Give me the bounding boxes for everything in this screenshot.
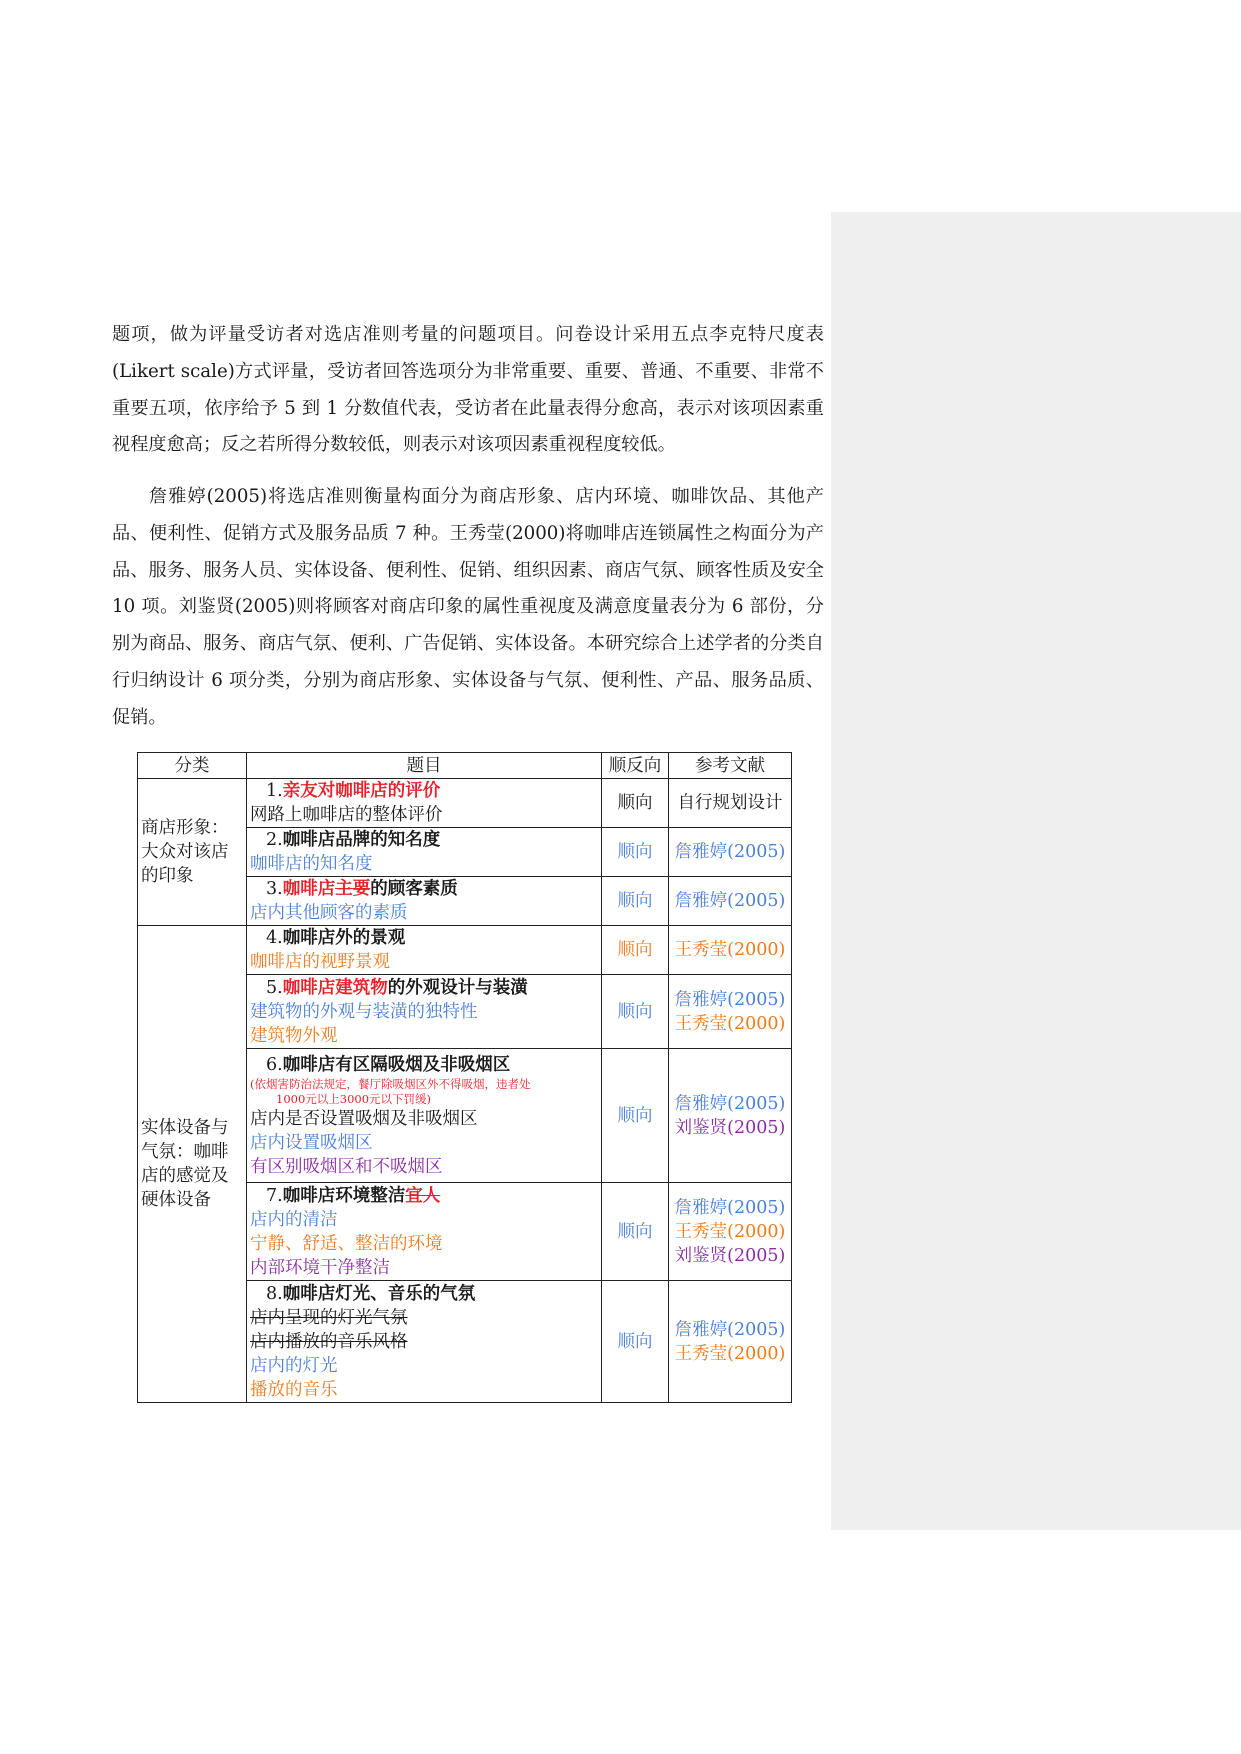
category-cell: 商店形象：大众对该店的印象 bbox=[138, 779, 247, 926]
direction-cell: 顺向 bbox=[602, 877, 669, 926]
header-direction: 顺反向 bbox=[602, 753, 669, 779]
table-header-row bbox=[138, 753, 792, 779]
reference-cell: 詹雅婷(2005) 王秀莹(2000) bbox=[669, 975, 792, 1049]
item-cell: 4.咖啡店外的景观 咖啡店的视野景观 bbox=[247, 926, 602, 975]
item-title: 6.咖啡店有区隔吸烟及非吸烟区 bbox=[266, 1054, 511, 1075]
item-title: 7.咖啡店环境整洁宜人 bbox=[266, 1185, 441, 1206]
table-row bbox=[138, 926, 792, 975]
header-item: 题目 bbox=[247, 753, 602, 779]
item-title: 1.亲友对咖啡店的评价 bbox=[266, 781, 441, 801]
category-cell: 实体设备与气氛：咖啡店的感觉及硬体设备 bbox=[138, 926, 247, 1403]
direction-cell: 顺向 bbox=[602, 1183, 669, 1281]
regulation-note: 1000元以上3000元以下罚缓) bbox=[276, 1091, 432, 1106]
direction-cell: 顺向 bbox=[602, 828, 669, 877]
reference-cell: 詹雅婷(2005) 王秀莹(2000) 刘鉴贤(2005) bbox=[669, 1183, 792, 1281]
direction-cell: 顺向 bbox=[602, 975, 669, 1049]
survey-items-table bbox=[137, 752, 792, 1403]
item-title: 8.咖啡店灯光、音乐的气氛 bbox=[266, 1283, 476, 1304]
direction-cell: 顺向 bbox=[602, 1281, 669, 1403]
reference-cell: 詹雅婷(2005) 王秀莹(2000) bbox=[669, 1281, 792, 1403]
item-cell: 8.咖啡店灯光、音乐的气氛 店内呈现的灯光气氛 店内播放的音乐风格 店内的灯光 播放的音乐 bbox=[247, 1281, 602, 1403]
item-cell: 6.咖啡店有区隔吸烟及非吸烟区 (依烟害防治法规定，餐厅除吸烟区外不得吸烟，违者处 1000元以上3000元以下罚缓) 店内是否设置吸烟及非吸烟区 店内设置吸烟区 有区别吸烟区和不吸烟区 bbox=[247, 1049, 602, 1183]
item-title: 5.咖啡店建筑物的外观设计与装潢 bbox=[266, 977, 528, 998]
comment-margin-panel bbox=[831, 212, 1241, 1530]
direction-cell: 顺向 bbox=[602, 779, 669, 828]
header-category: 分类 bbox=[138, 753, 247, 779]
reference-cell: 詹雅婷(2005) bbox=[669, 828, 792, 877]
regulation-note: (依烟害防治法规定，餐厅除吸烟区外不得吸烟，违者处 bbox=[250, 1076, 531, 1091]
item-cell: 2.咖啡店品牌的知名度 咖啡店的知名度 bbox=[247, 828, 602, 877]
header-reference: 参考文献 bbox=[669, 753, 792, 779]
direction-cell: 顺向 bbox=[602, 926, 669, 975]
body-paragraph-2: 詹雅婷(2005)将选店准则衡量构面分为商店形象、店内环境、咖啡饮品、其他产品、便利性、促销方式及服务品质 7 种。王秀莹(2000)将咖啡店连锁属性之构面分为产品、服务、服务人员、实体设备、便利性、促销、组织因素、商店气氛、顾客性质及安全 10 项。刘鉴贤(2005)则将顾客对商店印象的属性重视度及满意度量表分为 6 部份，分别为商品、服务、商店气氛、便利、广告促销、实体设备。本研究综合上述学者的分类自行归纳设计 6 项分类，分别为商店形象、实体设备与气氛、便利性、产品、服务品质、促销。 bbox=[112, 486, 824, 728]
item-cell: 5.咖啡店建筑物的外观设计与装潢 建筑物的外观与装潢的独特性 建筑物外观 bbox=[247, 975, 602, 1049]
table-row bbox=[138, 779, 792, 828]
item-cell: 3.咖啡店主要的顾客素质 店内其他顾客的素质 bbox=[247, 877, 602, 926]
item-title: 4.咖啡店外的景观 bbox=[266, 928, 406, 948]
item-cell: 7.咖啡店环境整洁宜人 店内的清洁 宁静、舒适、整洁的环境 内部环境干净整洁 bbox=[247, 1183, 602, 1281]
reference-cell: 詹雅婷(2005) bbox=[669, 877, 792, 926]
item-title: 2.咖啡店品牌的知名度 bbox=[266, 830, 441, 850]
reference-cell: 自行规划设计 bbox=[669, 779, 792, 828]
reference-cell: 王秀莹(2000) bbox=[669, 926, 792, 975]
item-title: 3.咖啡店主要的顾客素质 bbox=[266, 879, 458, 899]
reference-cell: 詹雅婷(2005) 刘鉴贤(2005) bbox=[669, 1049, 792, 1183]
direction-cell: 顺向 bbox=[602, 1049, 669, 1183]
body-paragraph-1: 题项，做为评量受访者对选店准则考量的问题项目。问卷设计采用五点李克特尺度表(Likert scale)方式评量，受访者回答选项分为非常重要、重要、普通、不重要、非常不重要五项，依序给予 5 到 1 分数值代表，受访者在此量表得分愈高，表示对该项因素重视程度愈高；反之若所得分数较低，则表示对该项因素重视程度较低。 bbox=[112, 324, 824, 456]
item-cell: 1.亲友对咖啡店的评价 网路上咖啡店的整体评价 bbox=[247, 779, 602, 828]
